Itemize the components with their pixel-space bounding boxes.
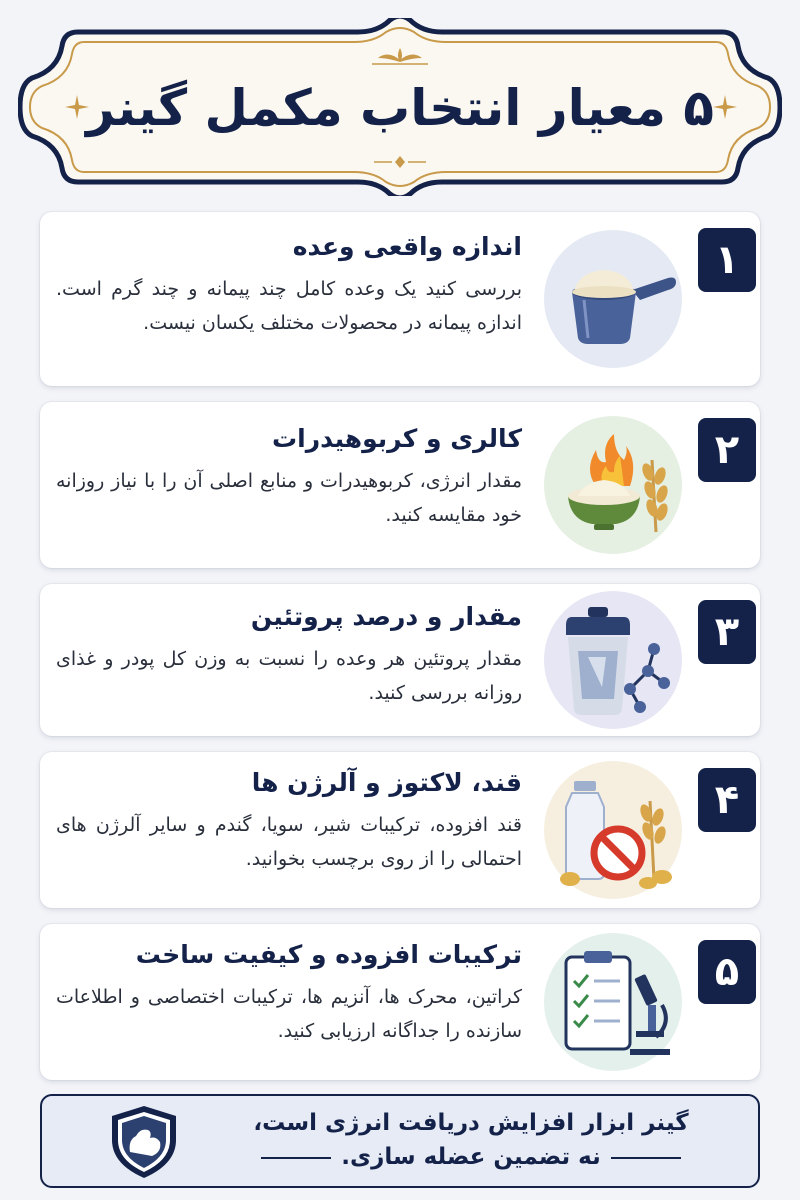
allergen-warning-icon xyxy=(544,761,682,899)
card-number: ۵ xyxy=(698,940,756,1004)
muscle-shield-icon xyxy=(104,1102,184,1182)
measuring-scoop-icon xyxy=(544,230,682,368)
divider xyxy=(611,1157,681,1159)
calorie-bowl-icon xyxy=(544,416,682,554)
card-title: قند، لاکتوز و آلرژن ها xyxy=(251,768,522,797)
criterion-card-5 xyxy=(40,924,760,1080)
page-title: ۵ معیار انتخاب مکمل گینر xyxy=(86,79,714,137)
card-number: ۱ xyxy=(698,228,756,292)
card-description: مقدار انرژی، کربوهیدرات و منابع اصلی آن را با نیاز روزانه خود مقایسه کنید. xyxy=(56,470,522,526)
card-title: مقدار و درصد پروتئین xyxy=(250,602,522,631)
criterion-card-1 xyxy=(40,212,760,386)
protein-shaker-icon xyxy=(544,591,682,729)
criterion-card-4 xyxy=(40,752,760,908)
footer-note xyxy=(40,1094,760,1188)
footer-line-1: گینر ابزار افزایش دریافت انرژی است، xyxy=(253,1110,689,1136)
footer-line-2: نه تضمین عضله سازی. xyxy=(341,1144,601,1170)
card-description: قند افزوده، ترکیبات شیر، سویا، گندم و سایر آلرژن های احتمالی را از روی برچسب بخوانید. xyxy=(56,814,522,870)
card-title: کالری و کربوهیدرات xyxy=(272,424,522,453)
card-description: کراتین، محرک ها، آنزیم ها، ترکیبات اختصاصی و اطلاعات سازنده را جداگانه ارزیابی کنید. xyxy=(56,986,522,1042)
card-number: ۴ xyxy=(698,768,756,832)
card-description: مقدار پروتئین هر وعده را نسبت به وزن کل پودر و غذای روزانه بررسی کنید. xyxy=(56,648,522,704)
criterion-card-2 xyxy=(40,402,760,568)
top-ornament-icon xyxy=(370,46,430,68)
criterion-card-3 xyxy=(40,584,760,736)
quality-checklist-icon xyxy=(544,933,682,1071)
card-title: ترکیبات افزوده و کیفیت ساخت xyxy=(135,940,522,969)
card-description: بررسی کنید یک وعده کامل چند پیمانه و چند گرم است. اندازه پیمانه در محصولات مختلف یکسان نیست. xyxy=(56,278,522,334)
card-number: ۳ xyxy=(698,600,756,664)
header-banner xyxy=(18,18,782,196)
card-number: ۲ xyxy=(698,418,756,482)
card-title: اندازه واقعی وعده xyxy=(292,232,522,261)
bottom-ornament-icon xyxy=(370,154,430,170)
divider xyxy=(261,1157,331,1159)
